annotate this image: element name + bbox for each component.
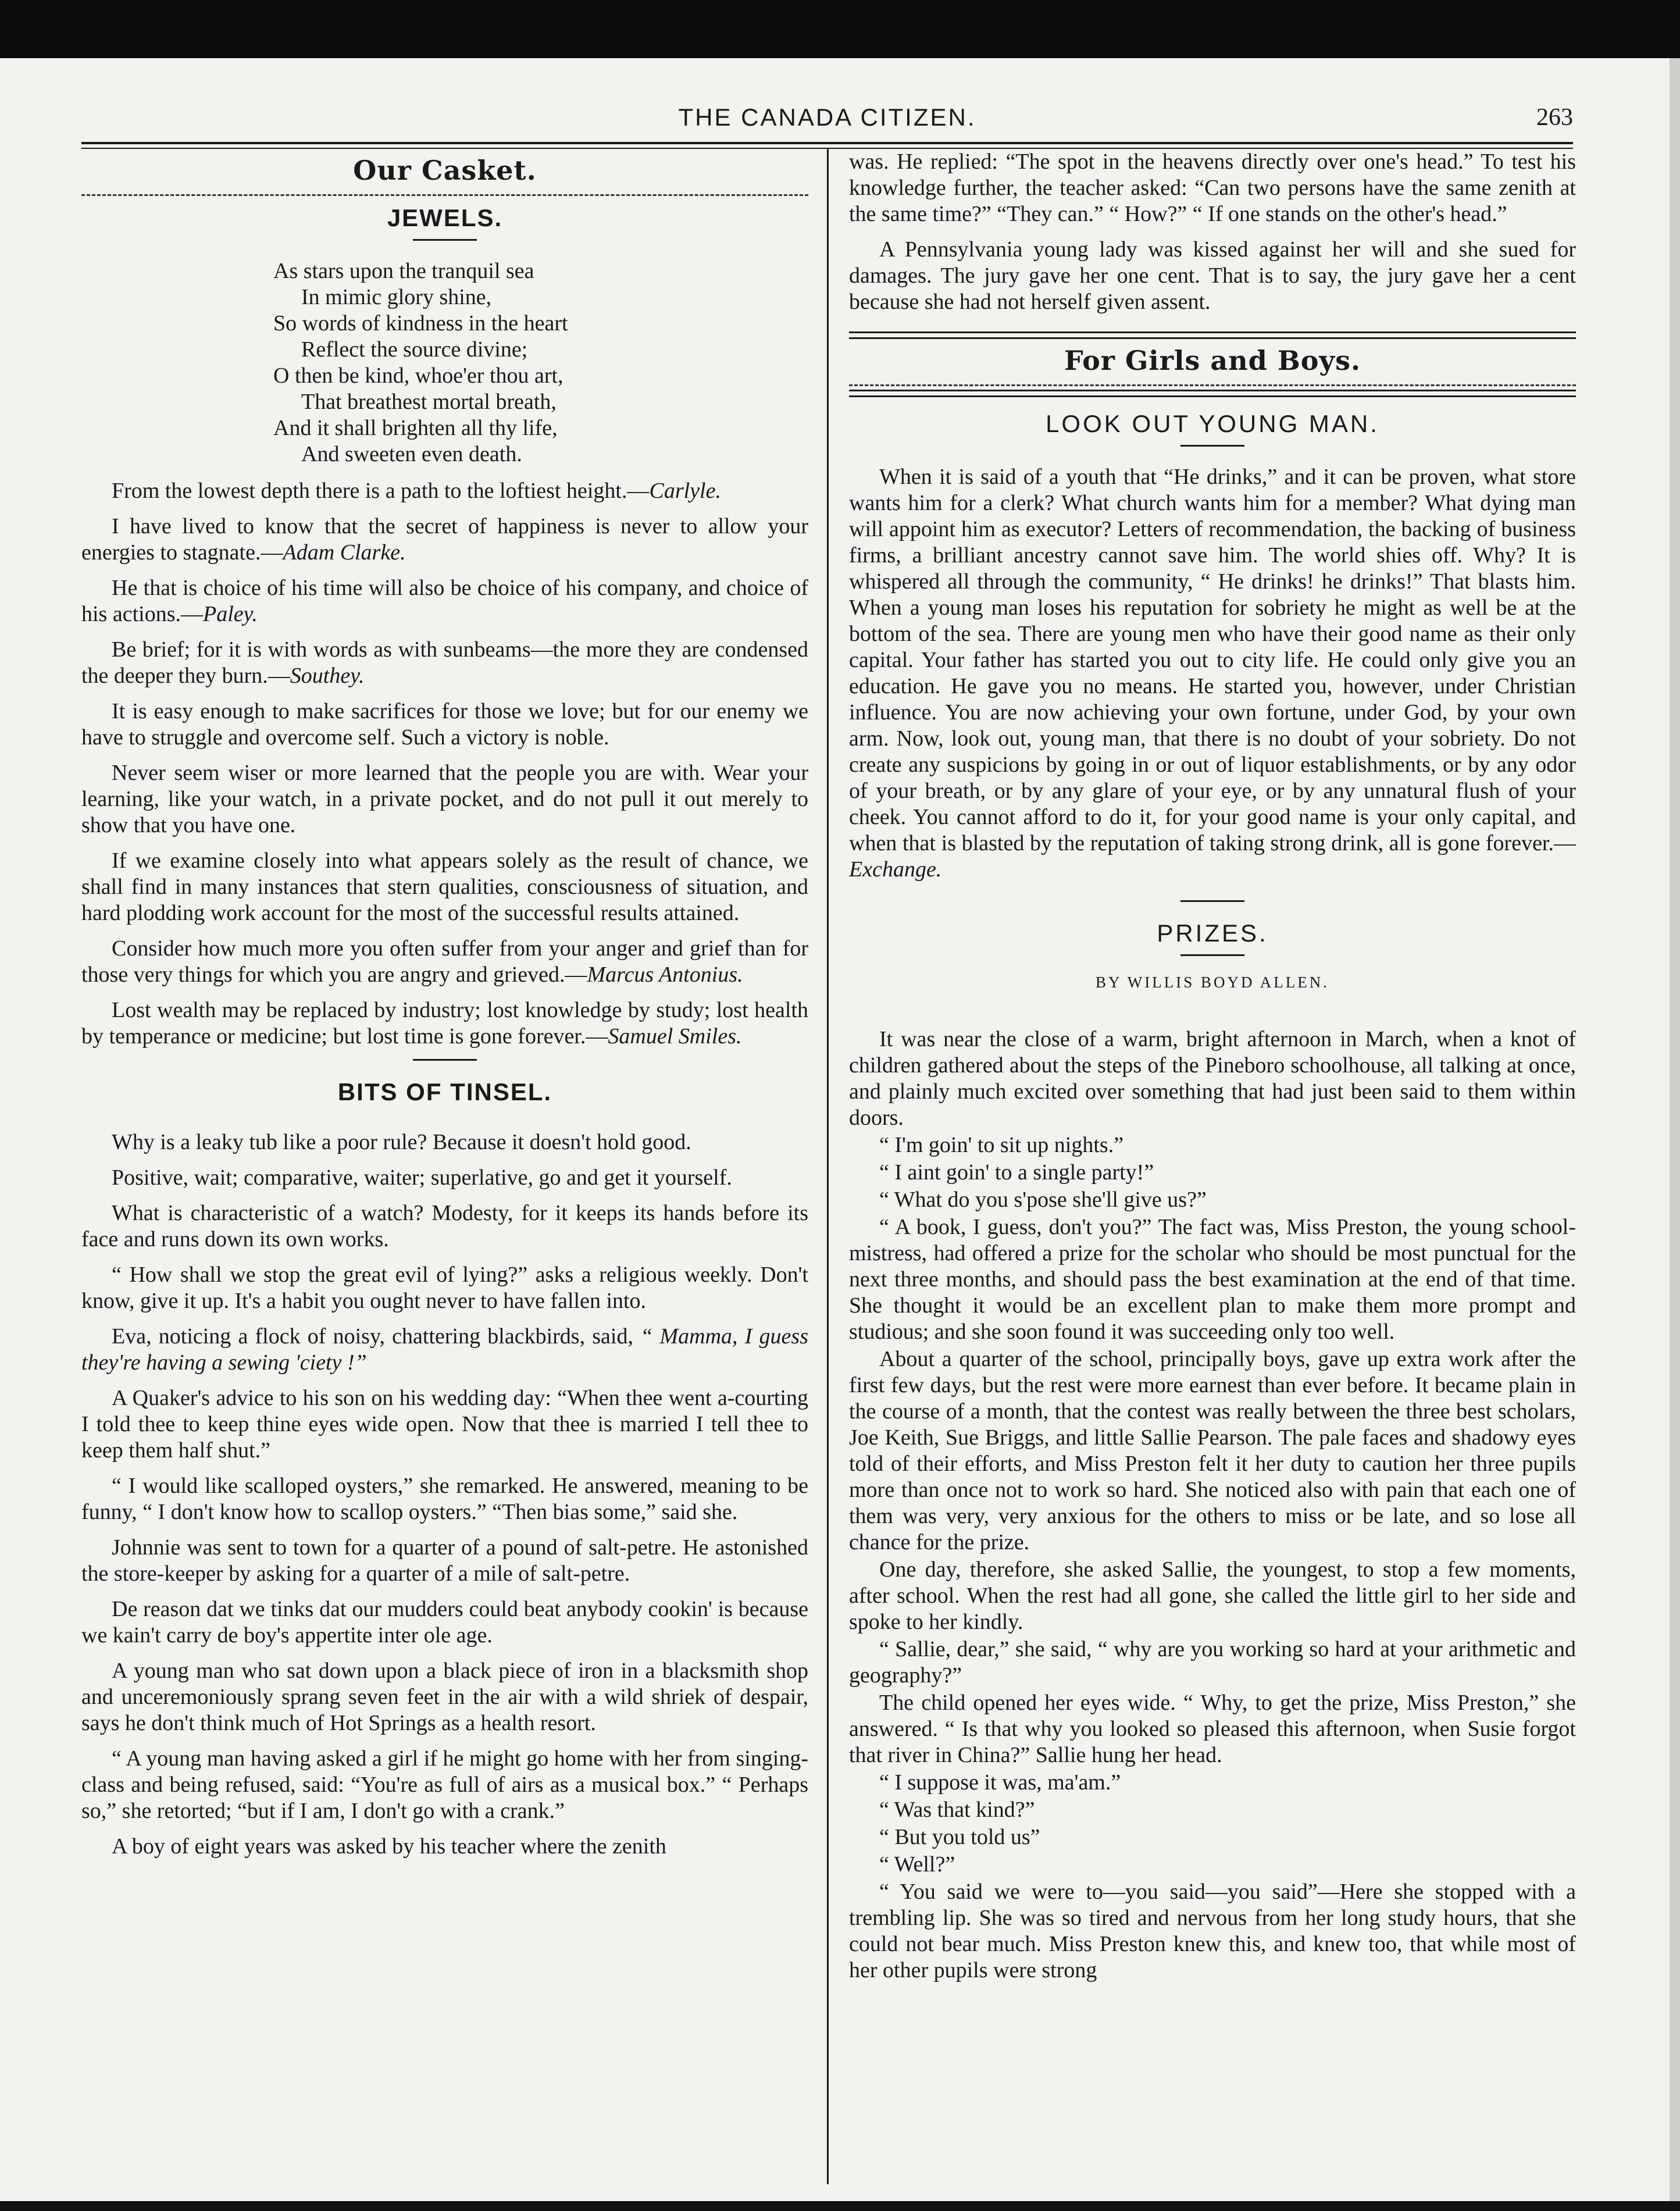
dashed-rule [849, 384, 1576, 386]
header-rule [81, 142, 1573, 149]
story-paragraph: It was near the close of a warm, bright afternoon in March, when a knot of children gathered about the steps of the Pineboro schoolhouse, all talking at once, and plainly much excited over something that had just been said to them within doors. [849, 1027, 1576, 1130]
quote-paragraph: If we examine closely into what appears solely as the result of chance, we shall find in many instances that stern qualities, consciousness of situation, and hard plodding work account for the most of the successful results attained. [81, 848, 808, 925]
dialogue-line: “ Was that kind?” [879, 1798, 1035, 1822]
joke-paragraph: A young man who sat down upon a black piece of iron in a blacksmith shop and unceremoniously sprang seven feet in the air with a wild shriek of despair, says he don't think much of Hot Springs as a health resort. [81, 1659, 808, 1735]
heading-look-out-young-man: LOOK OUT YOUNG MAN. [1046, 410, 1379, 437]
quote-source: Carlyle. [649, 479, 721, 503]
dialogue-line: “ I aint goin' to a single party!” [879, 1160, 1154, 1185]
poem-line: As stars upon the tranquil sea [273, 259, 534, 283]
joke-paragraph: Johnnie was sent to town for a quarter of a pound of salt-petre. He astonished the store-keeper by asking for a quarter of a mile of salt-petre. [81, 1535, 808, 1586]
joke-paragraph: Why is a leaky tub like a poor rule? Because it doesn't hold good. [112, 1130, 691, 1154]
quote-paragraph: I have lived to know that the secret of happiness is never to allow your energies to stagnate.—Adam Clarke. [81, 514, 808, 565]
section-title-our-casket: Our Casket. [353, 155, 537, 186]
dialogue-line: “ Well?” [879, 1852, 955, 1877]
joke-paragraph: “ I would like scalloped oysters,” she remarked. He answered, meaning to be funny, “ I don't know how to scallop oysters.” “Then bias some,” said she. [81, 1474, 808, 1524]
scan-bottom-border [0, 2201, 1680, 2211]
joke-paragraph: A boy of eight years was asked by his teacher where the zenith [112, 1834, 666, 1859]
scan-right-edge [1670, 58, 1680, 2204]
scan-top-border [0, 0, 1680, 58]
joke-paragraph: De reason dat we tinks dat our mudders could beat anybody cookin' is because we kain't carry de boy's appertite inter ole age. [81, 1597, 808, 1647]
dialogue-line: “ I suppose it was, ma'am.” [879, 1770, 1121, 1795]
dashed-rule [81, 194, 808, 196]
page-header [81, 104, 1573, 140]
column-divider [827, 149, 829, 2184]
quote-paragraph: Lost wealth may be replaced by industry; lost knowledge by study; lost health by temperance or medicine; but lost time is gone forever.—Samuel Smiles. [81, 998, 808, 1049]
page-number: 263 [1536, 104, 1573, 131]
dialogue-line: “ I'm goin' to sit up nights.” [879, 1133, 1124, 1157]
quote-source: Samuel Smiles. [608, 1024, 742, 1049]
section-title-girls-and-boys: For Girls and Boys. [1064, 345, 1361, 376]
poem-line: So words of kindness in the heart [273, 311, 568, 336]
poem-line: In mimic glory shine, [301, 285, 492, 309]
article-source: Exchange. [849, 857, 942, 882]
newspaper-page [81, 104, 1576, 1982]
joke-paragraph: “ How shall we stop the great evil of lying?” asks a religious weekly. Don't know, give it up. It's a habit you ought never to have fallen into. [81, 1263, 808, 1313]
story-paragraph: The child opened her eyes wide. “ Why, to get the prize, Miss Preston,” she answered. “ Is that why you looked so pleased this afternoon, when Susie forgot that river in China?” Sallie hung her head. [849, 1691, 1576, 1767]
dialogue-line: “ What do you s'pose she'll give us?” [879, 1187, 1207, 1212]
joke-paragraph: Eva, noticing a flock of noisy, chattering blackbirds, said, “ Mamma, I guess they're having a sewing 'ciety !” [81, 1324, 808, 1375]
quote-paragraph: Be brief; for it is with words as with sunbeams—the more they are condensed the deeper they burn.—Southey. [81, 637, 808, 688]
poem-line: O then be kind, whoe'er thou art, [273, 363, 563, 388]
joke-paragraph: A Pennsylvania young lady was kissed against her will and she sued for damages. The jury gave her one cent. That is to say, the jury gave her a cent because she had not herself given assent. [849, 237, 1576, 314]
quote-source: Paley. [202, 602, 258, 626]
short-rule [1180, 445, 1244, 447]
story-paragraph: About a quarter of the school, principally boys, gave up extra work after the first few days, but the rest were more earnest than ever before. It became plain in the course of a month, that the contest was really between the three best scholars, Joe Keith, Sue Briggs, and little Sallie Pearson. The pale faces and shadowy eyes told of their efforts, and Miss Preston felt it her duty to caution her three pupils more than once not to work so hard. She noticed also with pain that each one of them was very, very anxious for the others to miss or be late, and so lose all chance for the prize. [849, 1347, 1576, 1554]
quote-source: Adam Clarke. [283, 540, 406, 565]
section-rule [849, 390, 1576, 397]
story-paragraph: “ Sallie, dear,” she said, “ why are you working so hard at your arithmetic and geography?” [849, 1637, 1576, 1688]
publication-title: THE CANADA CITIZEN. [678, 104, 976, 131]
poem-line: That breathest mortal breath, [301, 390, 557, 414]
poem-line: And it shall brighten all thy life, [273, 416, 558, 440]
short-rule [1180, 900, 1244, 902]
story-paragraph: “ A book, I guess, don't you?” The fact was, Miss Preston, the young school-mistress, had offered a prize for the scholar who should be most punctual for the next three months, and should pass the best examination at the end of that time. She thought it would be an excellent plan to make them more prompt and studious; and she soon found it was succeeding only too well. [849, 1215, 1576, 1344]
quote-paragraph: From the lowest depth there is a path to the loftiest height.—Carlyle. [112, 479, 721, 503]
continued-paragraph: was. He replied: “The spot in the heavens directly over one's head.” To test his knowledge further, the teacher asked: “Can two persons have the same zenith at the same time?” “They can.” “ How?” “ If one stands on the other's head.” [849, 149, 1576, 226]
quote-paragraph: He that is choice of his time will also be choice of his company, and choice of his actions.—Paley. [81, 576, 808, 626]
joke-paragraph: What is characteristic of a watch? Modesty, for it keeps its hands before its face and runs down its own works. [81, 1201, 808, 1251]
story-paragraph: “ You said we were to—you said—you said”—Here she stopped with a trembling lip. She was so tired and nervous from her long study hours, that she could not bear much. Miss Preston knew this, and knew too, that while most of her other pupils were strong [849, 1880, 1576, 1982]
quote-paragraph: Consider how much more you often suffer from your anger and grief than for those very things for which you are angry and grieved.—Marcus Antonius. [81, 936, 808, 987]
short-rule [413, 1059, 477, 1061]
italic-quote: “ Mamma, I guess they're having a sewing 'ciety !” [81, 1324, 808, 1375]
left-column [81, 149, 808, 1869]
quote-source: Southey. [290, 664, 365, 688]
poem-jewels [273, 258, 808, 468]
section-rule [849, 331, 1576, 339]
short-rule [1180, 954, 1244, 956]
joke-paragraph: A Quaker's advice to his son on his wedding day: “When thee went a-courting I told thee to keep thine eyes wide open. Now that thee is married I tell thee to keep them half shut.” [81, 1386, 808, 1463]
joke-paragraph: “ A young man having asked a girl if he might go home with her from singing-class and being refused, said: “You're as full of airs as a musical box.” “ Perhaps so,” she retorted; “but if I am, I don't go with a crank.” [81, 1746, 808, 1823]
quote-source: Marcus Antonius. [587, 962, 743, 987]
heading-jewels: JEWELS. [387, 204, 503, 231]
article-paragraph: When it is said of a youth that “He drinks,” and it can be proven, what store wants him for a clerk? What church wants him for a member? What dying man will appoint him as executor? Letters of recommendation, the backing of business firms, a brilliant ancestry cannot save him. The world shies off. Why? It is whispered all through the community, “ He drinks! he drinks!” That blasts him. When a young man loses his reputation for sobriety he might as well be at the bottom of the sea. There are young men who have their good name as their only capital. Your father has started you out to city life. He could only give you an education. He gave you no means. He started you, however, under Christian influence. You are now achieving your own fortune, under God, by your own arm. Now, look out, young man, that there is no doubt of your sobriety. Do not create any suspicions by going in or out of liquor establishments, or by any odor of your breath, or by any glare of your eye, or by any unnatural flush of your cheek. You cannot afford to do it, for your good name is your only capital, and when that is blasted by the reputation of taking strong drink, all is gone forever.—Exchange. [849, 465, 1576, 882]
poem-line: And sweeten even death. [301, 442, 522, 466]
heading-bits-of-tinsel: BITS OF TINSEL. [337, 1078, 552, 1106]
dialogue-line: “ But you told us” [879, 1825, 1040, 1849]
joke-paragraph: Positive, wait; comparative, waiter; superlative, go and get it yourself. [112, 1165, 732, 1190]
byline: BY WILLIS BOYD ALLEN. [1096, 973, 1329, 991]
right-column [849, 149, 1576, 1993]
story-paragraph: One day, therefore, she asked Sallie, the youngest, to stop a few moments, after school. When the rest had all gone, she called the little girl to her side and spoke to her kindly. [849, 1557, 1576, 1634]
poem-line: Reflect the source divine; [301, 337, 528, 362]
short-rule [413, 239, 477, 241]
heading-prizes: PRIZES. [1157, 919, 1268, 947]
quote-paragraph: It is easy enough to make sacrifices for those we love; but for our enemy we have to struggle and overcome self. Such a victory is noble. [81, 699, 808, 750]
quote-paragraph: Never seem wiser or more learned that the people you are with. Wear your learning, like your watch, in a private pocket, and do not pull it out merely to show that you have one. [81, 761, 808, 837]
